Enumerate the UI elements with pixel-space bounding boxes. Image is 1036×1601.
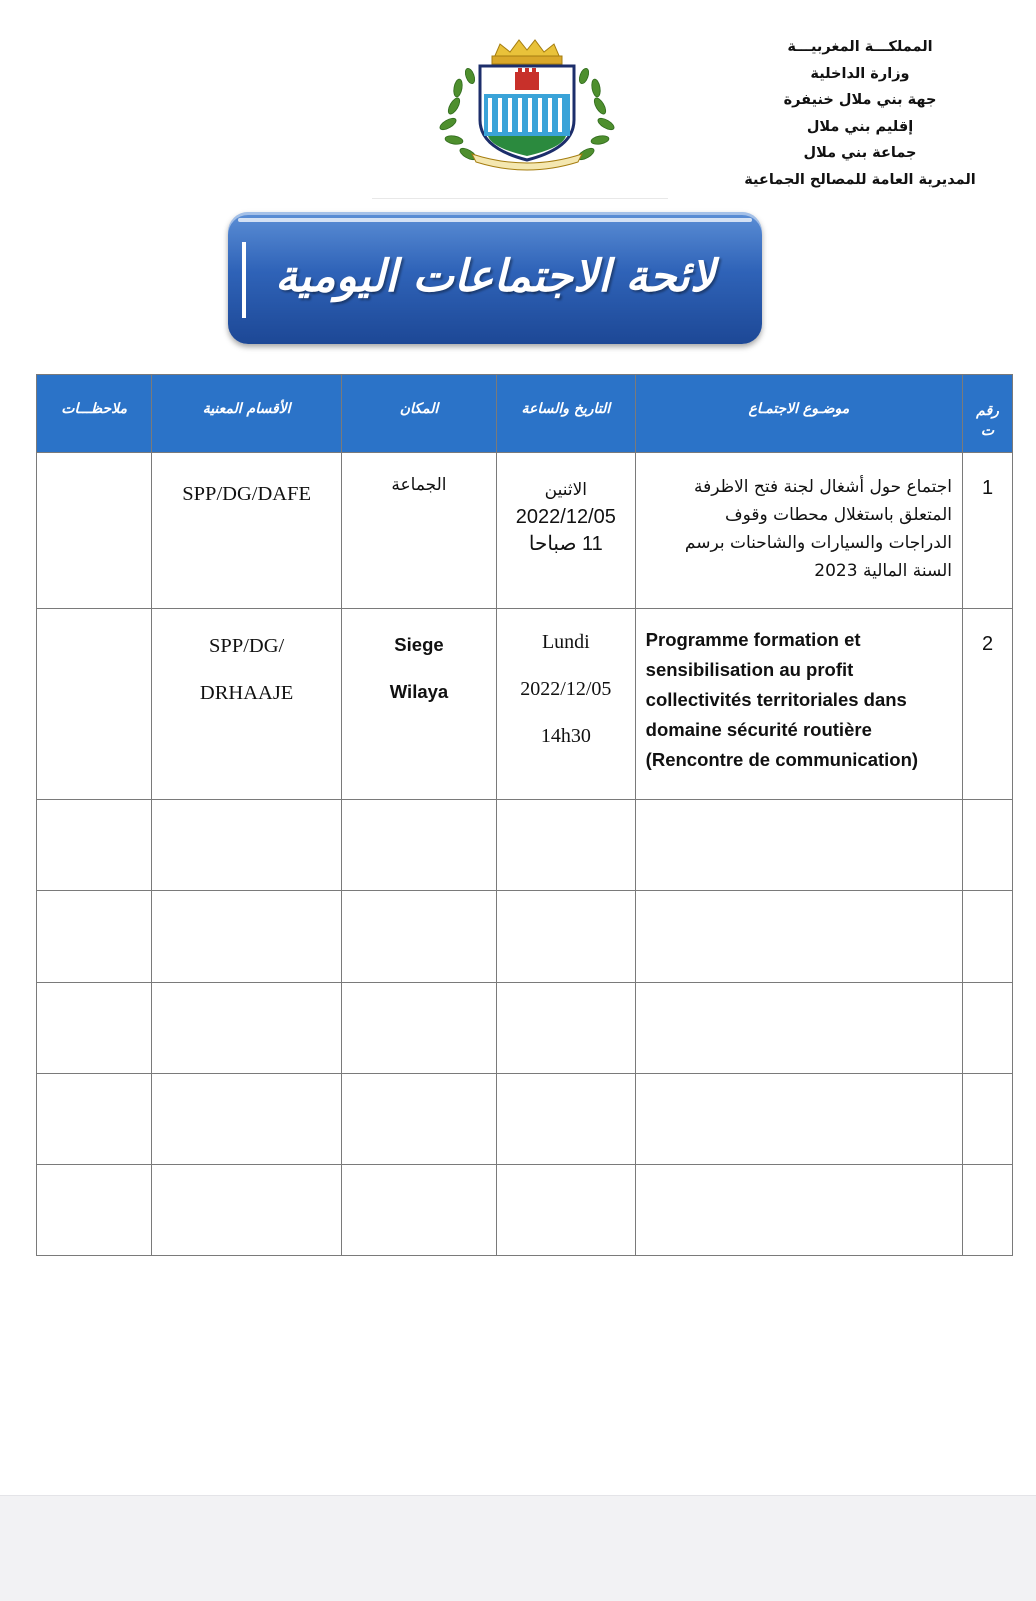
empty-cell [963,800,1013,891]
empty-cell [341,891,496,982]
header-place: المكان [341,375,496,453]
empty-cell [496,800,635,891]
meeting-date: 2022/12/05 [520,677,612,700]
empty-cell [341,1073,496,1164]
empty-cell [635,1073,962,1164]
empty-cell [152,1164,342,1255]
empty-cell [635,891,962,982]
empty-cell [963,1073,1013,1164]
meeting-notes [37,453,152,609]
header-notes: ملاحظـــات [37,375,152,453]
empty-cell [341,1164,496,1255]
meeting-time: 11 صباحا [528,533,603,555]
header-departments: الأقسام المعنية [152,375,342,453]
subject-line: السنة المالية 2023 [814,561,953,581]
meeting-day: Lundi [541,630,590,653]
subject-line: Programme formation et [645,628,861,650]
meeting-datetime [496,453,635,609]
header-line-commune: جماعة بني ملال [803,145,917,161]
meeting-place [341,608,496,800]
table-row [37,453,1013,609]
department-line: SPP/DG/DAFE [182,483,311,505]
viewer-bottom-bar [0,1495,1036,1601]
banner-accent-bar [242,242,246,318]
header-line-region: جهة بني ملال خنيفرة [783,92,937,108]
meeting-departments [152,608,342,800]
divider-line [372,198,668,199]
empty-cell [152,1073,342,1164]
meeting-departments [152,453,342,609]
empty-table-row [37,1073,1013,1164]
meeting-time: 14h30 [540,724,591,747]
department-line: DRHAAJE [199,681,294,704]
subject-line: المتعلق باستغلال محطات وقوف [725,505,953,525]
subject-line: domaine sécurité routière [645,718,872,740]
row-number: 2 [963,608,1013,800]
empty-cell [37,891,152,982]
table-header-row [37,375,1013,453]
subject-line: sensibilisation au profit [645,658,854,680]
empty-cell [635,982,962,1073]
meetings-table [36,374,1013,1256]
place-line: Wilaya [389,680,449,702]
page-title: لائحة الاجتماعات اليومية [275,250,715,302]
empty-cell [37,1164,152,1255]
empty-table-row [37,800,1013,891]
meeting-date: 2022/12/05 [515,506,616,528]
meeting-notes [37,608,152,800]
empty-cell [341,982,496,1073]
title-banner [228,212,762,344]
empty-cell [496,1073,635,1164]
place-line: الجماعة [391,475,447,495]
header-number-line1: رقم [976,403,999,419]
empty-table-row [37,1164,1013,1255]
empty-cell [152,891,342,982]
meeting-datetime [496,608,635,800]
subject-line: (Rencontre de communication) [645,748,919,770]
header-line-ministry: وزارة الداخلية [810,65,910,82]
empty-cell [37,800,152,891]
empty-cell [635,800,962,891]
empty-cell [496,891,635,982]
empty-table-row [37,891,1013,982]
subject-line: الدراجات والسيارات والشاحنات برسم [684,533,953,553]
empty-cell [152,982,342,1073]
header-line-directorate: المديرية العامة للمصالح الجماعية [744,171,976,188]
header-line-province: إقليم بني ملال [806,118,914,135]
table-row [37,608,1013,800]
empty-cell [37,982,152,1073]
banner-highlight [238,218,752,222]
empty-cell [963,1164,1013,1255]
meeting-day: الاثنين [544,480,587,500]
subject-line: collectivités territoriales dans [645,688,907,710]
header-number-line2: ت [980,423,995,439]
department-line: SPP/DG/ [209,634,285,657]
subject-line: اجتماع حول أشغال لجنة فتح الاظرفة [693,477,953,497]
place-line: Siege [394,633,444,655]
empty-cell [152,800,342,891]
row-number: 1 [963,453,1013,609]
empty-cell [496,1164,635,1255]
organization-header [740,34,980,193]
header-datetime: التاريخ والساعة [496,375,635,453]
header-line-kingdom: المملكـــة المغربيـــة [787,39,933,55]
empty-table-row [37,982,1013,1073]
commune-emblem-logo [432,36,622,171]
header-subject: موضـوع الاجتمـاع [635,375,962,453]
meeting-subject [635,608,962,800]
meeting-place [341,453,496,609]
empty-cell [37,1073,152,1164]
header-number [963,375,1013,453]
empty-cell [963,891,1013,982]
empty-cell [963,982,1013,1073]
meeting-subject [635,453,962,609]
empty-cell [496,982,635,1073]
empty-cell [341,800,496,891]
empty-cell [635,1164,962,1255]
